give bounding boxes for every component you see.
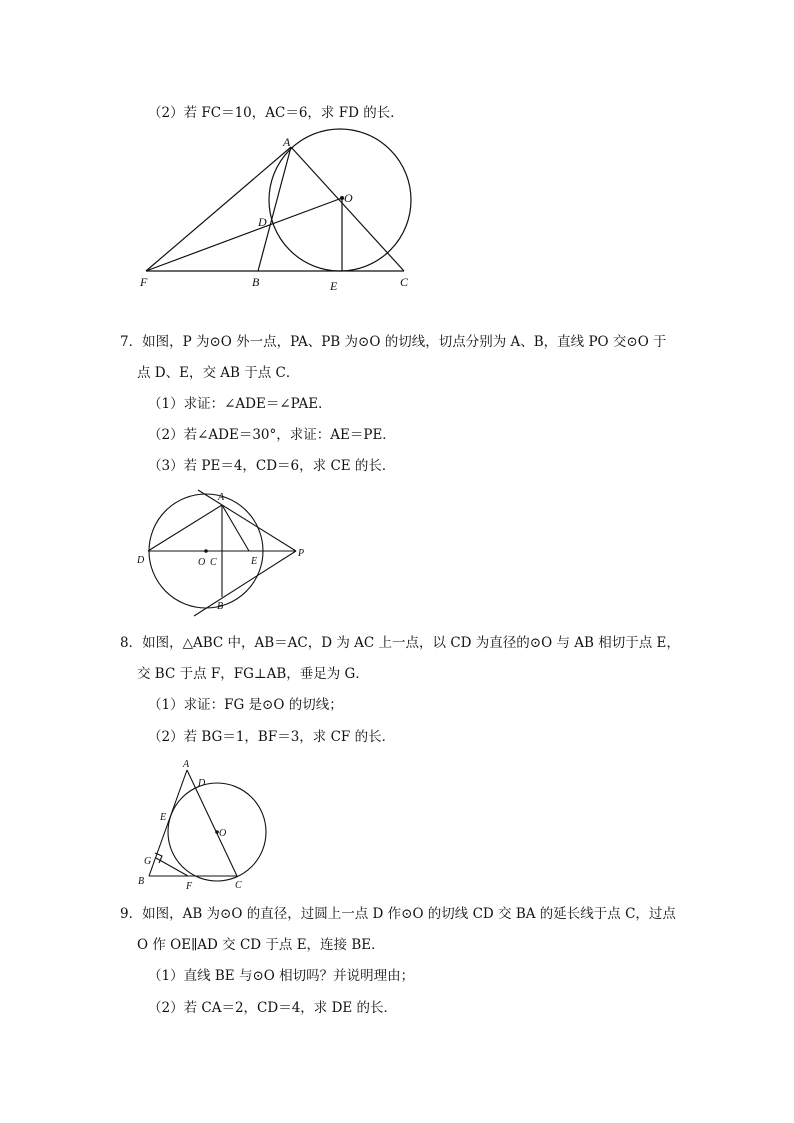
q8-label-E: E bbox=[160, 812, 167, 823]
q8-label-C: C bbox=[235, 880, 242, 891]
q7-label-D: D bbox=[137, 555, 145, 566]
q6-part2: （2）若 FC＝10，AC＝6，求 FD 的长． bbox=[148, 105, 404, 121]
q7-label-P: P bbox=[298, 548, 305, 559]
q9-part1: （1）直线 BE 与⊙O 相切吗？并说明理由； bbox=[148, 968, 415, 984]
q7-label-C: C bbox=[210, 557, 217, 568]
q7-label-A: A bbox=[218, 492, 225, 503]
q6-label-O: O bbox=[344, 191, 353, 205]
q8-label-G: G bbox=[144, 856, 152, 867]
q6-label-D: D bbox=[258, 215, 267, 229]
q6-label-F: F bbox=[140, 275, 148, 289]
q6-label-E: E bbox=[330, 279, 338, 293]
q8-label-A: A bbox=[183, 759, 190, 770]
q7-part1: （1）求证：∠ADE＝∠PAE． bbox=[148, 396, 332, 412]
q7-part3: （3）若 PE＝4，CD＝6，求 CE 的长． bbox=[148, 458, 396, 474]
q6-label-B: B bbox=[252, 275, 260, 289]
q8-label-F: F bbox=[186, 881, 193, 892]
q8-side-AC bbox=[187, 770, 237, 876]
q8-part2: （2）若 BG＝1，BF＝3，求 CF 的长． bbox=[148, 729, 396, 745]
q8-part1: （1）求证：FG 是⊙O 的切线； bbox=[148, 697, 343, 713]
q8-stem-line1: 8．如图，△ABC 中，AB＝AC，D 为 AC 上一点，以 CD 为直径的⊙O 与 AB 相切于点 E， bbox=[120, 635, 680, 651]
q7-label-O: O bbox=[198, 557, 206, 568]
q6-label-A: A bbox=[283, 135, 291, 149]
q8-stem-line2: 交 BC 于点 F，FG⊥AB，垂足为 G． bbox=[137, 666, 369, 682]
q9-part2: （2）若 CA＝2，CD＝4，求 DE 的长． bbox=[148, 1000, 398, 1016]
q7-part2: （2）若∠ADE＝30°，求证：AE＝PE． bbox=[148, 427, 396, 443]
q7-label-E: E bbox=[251, 556, 258, 567]
q6-label-C: C bbox=[400, 275, 409, 289]
q9-stem-line2: O 作 OE∥AD 交 CD 于点 E，连接 BE． bbox=[137, 937, 385, 953]
q9-stem-line1: 9．如图，AB 为⊙O 的直径，过圆上一点 D 作⊙O 的切线 CD 交 BA 的延长线于点 C，过点 bbox=[120, 906, 676, 922]
q8-label-B: B bbox=[138, 876, 145, 887]
q7-stem-line2: 点 D、E，交 AB 于点 C． bbox=[137, 365, 300, 381]
q8-label-O: O bbox=[219, 828, 227, 839]
q7-stem-line1: 7．如图，P 为⊙O 外一点，PA、PB 为⊙O 的切线，切点分别为 A、B，直线 PO 交⊙O 于 bbox=[120, 334, 667, 350]
q8-label-D: D bbox=[198, 778, 206, 789]
q7-label-B: B bbox=[217, 601, 224, 612]
q8-side-AB bbox=[149, 770, 187, 876]
